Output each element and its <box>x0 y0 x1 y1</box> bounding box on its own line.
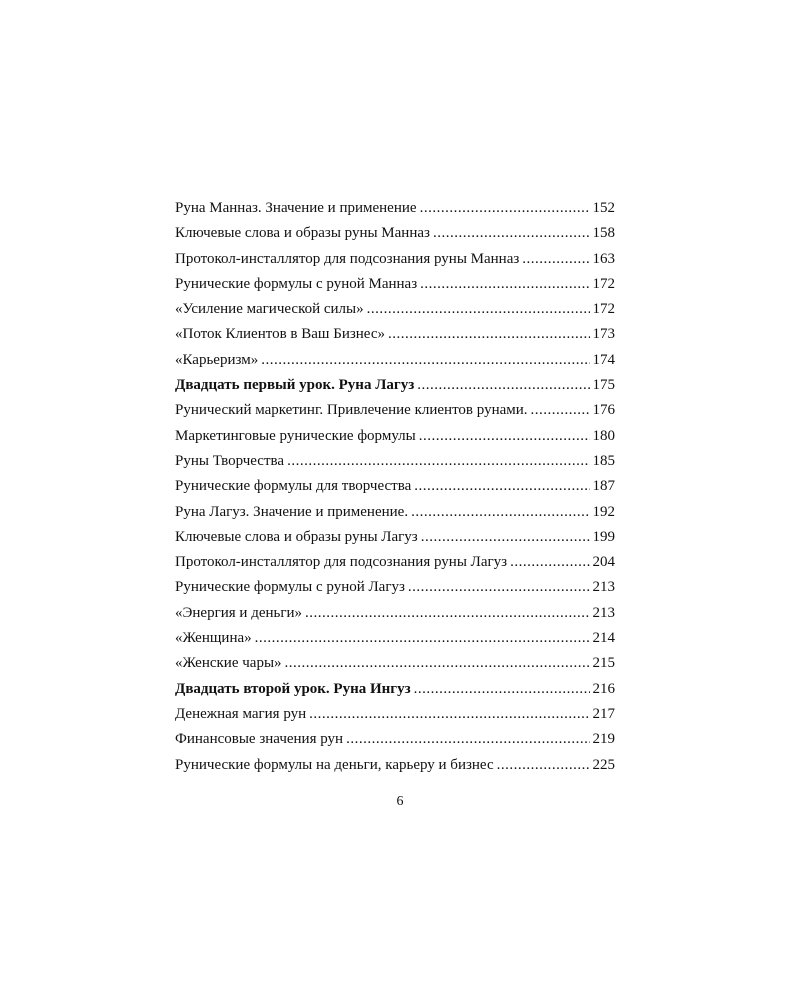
toc-entry <box>175 221 615 246</box>
toc-entry-page: 213 <box>592 579 615 596</box>
toc-entry-page: 175 <box>592 377 615 394</box>
toc-entry-page: 225 <box>592 756 615 773</box>
toc-entry-page: 185 <box>592 452 615 469</box>
dot-leader <box>510 550 589 575</box>
toc-entry <box>175 398 615 423</box>
toc-entry-page: 158 <box>592 225 615 242</box>
toc-entry <box>175 272 615 297</box>
dot-leader <box>497 753 590 778</box>
dot-leader <box>531 398 590 423</box>
dot-leader <box>433 221 590 246</box>
toc-entry-title: Финансовые значения рун <box>175 731 344 748</box>
toc-entry-title: «Женщина» <box>175 630 252 647</box>
toc-entry-title: Протокол-инсталлятор для подсознания руны Лагуз <box>175 554 508 571</box>
toc-entry <box>175 626 615 651</box>
toc-entry-page: 152 <box>592 200 615 216</box>
dot-leader <box>522 247 589 272</box>
toc-entry <box>175 525 615 550</box>
toc-entry <box>175 449 615 474</box>
toc-entry-page: 174 <box>592 351 615 368</box>
dot-leader <box>261 348 589 373</box>
dot-leader <box>411 500 589 525</box>
toc-entry-title: «Карьеризм» <box>175 351 259 368</box>
dot-leader <box>419 424 590 449</box>
toc-entry-title: Протокол-инсталлятор для подсознания руны Манназ <box>175 250 520 267</box>
toc-entry-title: Рунические формулы на деньги, карьеру и бизнес <box>175 756 494 773</box>
dot-leader <box>388 322 590 347</box>
dot-leader <box>414 677 590 702</box>
toc-entry-title: Двадцать второй урок. Руна Ингуз <box>175 680 411 697</box>
dot-leader <box>305 601 589 626</box>
toc-entry <box>175 575 615 600</box>
toc-entry-page: 172 <box>592 275 615 292</box>
toc-entry-page: 216 <box>592 680 615 697</box>
toc-entry-page: 172 <box>592 301 615 318</box>
toc-entry-title: Рунический маркетинг. Привлечение клиентов рунами. <box>175 402 528 419</box>
dot-leader <box>285 651 590 676</box>
dot-leader <box>417 373 589 398</box>
toc-entry-title: Рунические формулы с руной Манназ <box>175 275 418 292</box>
dot-leader <box>367 297 590 322</box>
dot-leader <box>421 525 590 550</box>
toc-entry-title: Двадцать первый урок. Руна Лагуз <box>175 377 415 394</box>
toc-entry <box>175 651 615 676</box>
toc-entry-page: 215 <box>592 655 615 672</box>
dot-leader <box>420 196 590 221</box>
table-of-contents <box>175 196 615 778</box>
toc-entry <box>175 424 615 449</box>
toc-chapter-heading <box>175 677 615 702</box>
toc-entry-title: «Усиление магической силы» <box>175 301 364 318</box>
page-number: 6 <box>396 794 404 809</box>
toc-entry-page: 176 <box>592 402 615 419</box>
toc-entry-page: 187 <box>592 478 615 495</box>
dot-leader <box>255 626 590 651</box>
toc-chapter-heading <box>175 373 615 398</box>
toc-entry-title: Руна Лагуз. Значение и применение. <box>175 503 409 520</box>
toc-entry-title: «Женские чары» <box>175 655 282 672</box>
toc-entry-page: 204 <box>592 554 615 571</box>
toc-entry-page: 173 <box>592 326 615 343</box>
toc-entry <box>175 727 615 752</box>
toc-entry-page: 199 <box>592 528 615 545</box>
toc-entry-title: Рунические формулы с руной Лагуз <box>175 579 405 596</box>
toc-entry-title: «Поток Клиентов в Ваш Бизнес» <box>175 326 385 343</box>
toc-entry-title: Маркетинговые рунические формулы <box>175 427 416 444</box>
toc-entry <box>175 550 615 575</box>
toc-entry-page: 192 <box>592 503 615 520</box>
toc-entry-title: Рунические формулы для творчества <box>175 478 412 495</box>
toc-entry <box>175 753 615 778</box>
toc-entry <box>175 297 615 322</box>
toc-entry-page: 180 <box>592 427 615 444</box>
toc-entry-title: Ключевые слова и образы руны Манназ <box>175 225 430 242</box>
toc-entry-title: Руны Творчества <box>175 452 285 469</box>
dot-leader <box>420 272 589 297</box>
toc-entry-page: 163 <box>592 250 615 267</box>
dot-leader <box>309 702 589 727</box>
toc-entry <box>175 322 615 347</box>
toc-entry-title: Денежная магия рун <box>175 705 307 722</box>
toc-entry <box>175 702 615 727</box>
toc-entry <box>175 196 615 221</box>
toc-entry <box>175 247 615 272</box>
toc-entry-page: 217 <box>592 705 615 722</box>
toc-entry <box>175 348 615 373</box>
toc-entry-title: «Энергия и деньги» <box>175 604 303 621</box>
dot-leader <box>414 474 589 499</box>
toc-entry-title: Руна Манназ. Значение и применение <box>175 200 417 216</box>
toc-entry <box>175 500 615 525</box>
toc-entry-page: 213 <box>592 604 615 621</box>
dot-leader <box>346 727 589 752</box>
toc-entry-page: 214 <box>592 630 615 647</box>
toc-entry-page: 219 <box>592 731 615 748</box>
toc-entry <box>175 601 615 626</box>
toc-entry-title: Ключевые слова и образы руны Лагуз <box>175 528 418 545</box>
toc-entry <box>175 474 615 499</box>
dot-leader <box>408 575 590 600</box>
dot-leader <box>287 449 589 474</box>
